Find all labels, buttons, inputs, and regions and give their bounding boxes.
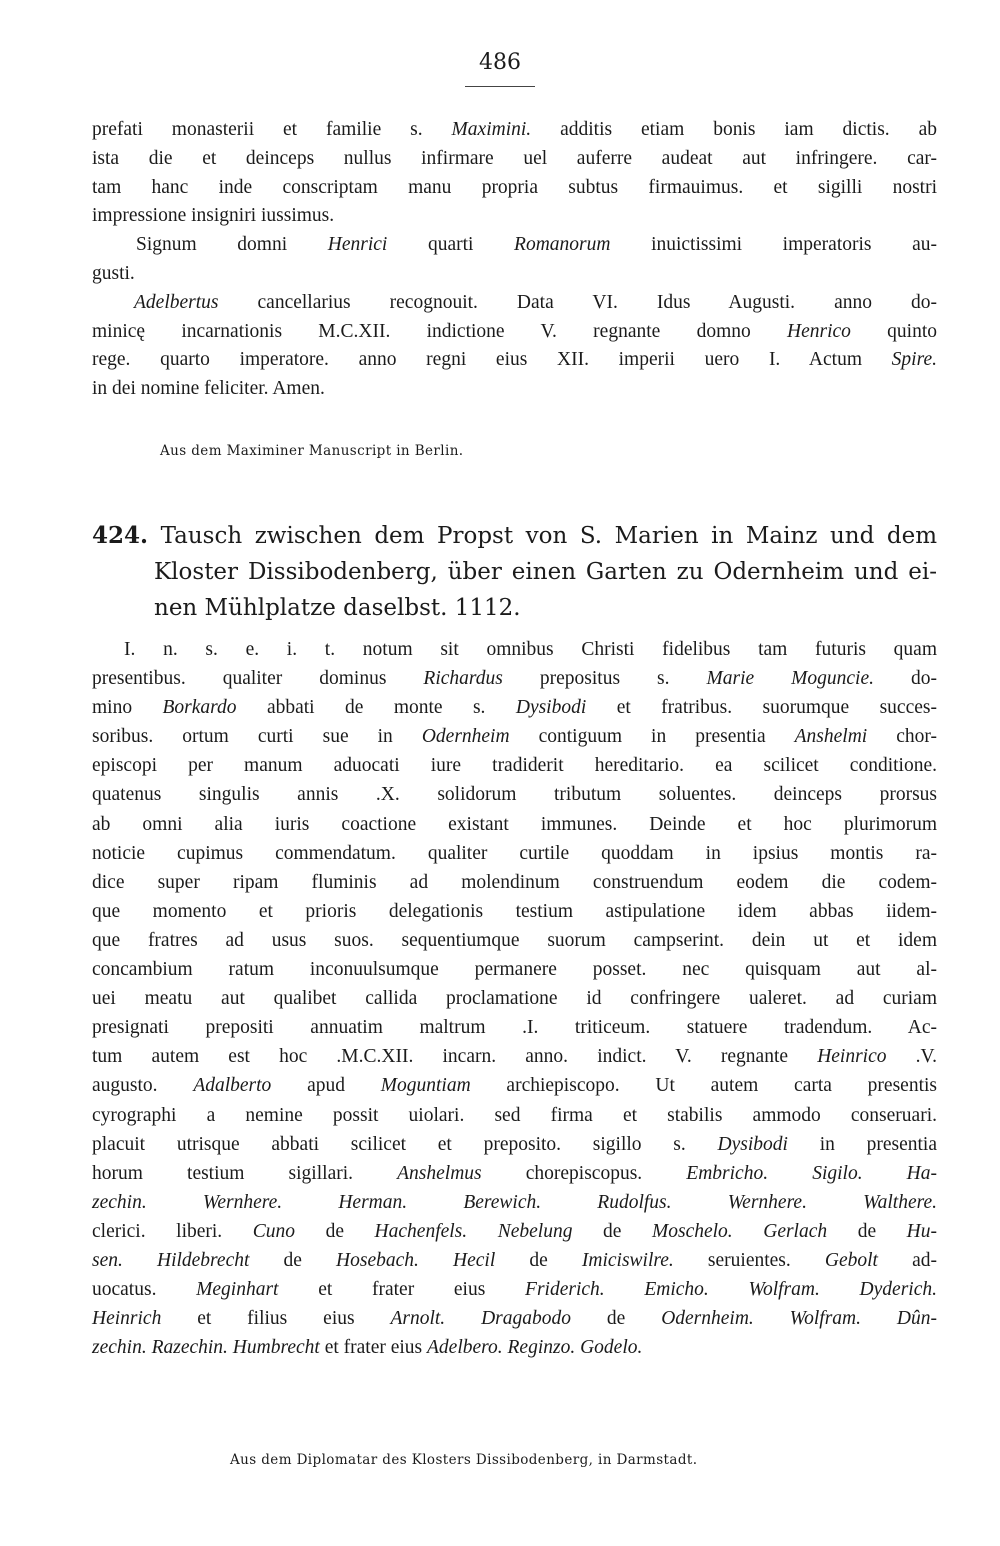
italic-name-run: Anshelmi	[794, 726, 868, 748]
text-line	[92, 231, 937, 260]
text-run: inuictissimi imperatoris au-	[610, 234, 937, 256]
text-line	[92, 1304, 937, 1333]
italic-name-run: Heinrich	[92, 1308, 162, 1330]
italic-name-run: Hachenfels. Nebelung	[374, 1220, 573, 1242]
text-run: et fratribus. suorumque succes-	[586, 697, 937, 719]
text-run: cancellarius recognouit. Data VI. Idus Augusti. anno do-	[218, 291, 937, 313]
text-run: impressione insigniri iussimus.	[92, 205, 335, 227]
heading-title-line-2: Kloster Dissibodenberg, über einen Garten zu Odernheim und ei-	[154, 559, 937, 585]
text-run: prefati monasterii et familie s.	[92, 119, 452, 140]
text-line	[92, 868, 937, 897]
text-run: in presentia	[787, 1133, 937, 1155]
text-line	[92, 174, 937, 203]
text-line	[92, 780, 937, 809]
text-run: presentibus. qualiter dominus	[92, 668, 424, 690]
charter-text	[92, 635, 937, 1362]
text-line	[92, 1013, 937, 1042]
italic-name-run: Adalberto	[193, 1075, 272, 1097]
text-run: et frater eius	[278, 1279, 526, 1301]
italic-name-run: Dysibodi	[515, 697, 587, 719]
text-run: mino	[92, 697, 163, 719]
text-line	[92, 810, 937, 839]
source-note-diplomatar: Aus dem Diplomatar des Klosters Dissibodenberg, in Darmstadt.	[230, 1452, 698, 1468]
italic-name-run: Henrico	[787, 320, 851, 342]
text-run: abbati de monte s.	[236, 697, 516, 719]
source-note-maximiner: Aus dem Maximiner Manuscript in Berlin.	[160, 443, 464, 459]
text-run: do-	[874, 668, 937, 690]
text-line	[92, 346, 937, 375]
text-line	[92, 1071, 937, 1100]
text-run: presignati prepositi annuatim maltrum .I. triticeum. statuere tradendum. Ac-	[92, 1017, 937, 1039]
text-line	[92, 1130, 937, 1159]
text-line	[92, 1159, 937, 1188]
text-run: que momento et prioris delegationis testium astipulatione idem abbas iidem-	[92, 900, 937, 922]
text-run: quarti	[387, 234, 515, 256]
text-line	[92, 375, 937, 404]
text-run: horum testium sigillari.	[92, 1162, 398, 1184]
italic-name-run: zechin. Razechin. Humbrecht	[92, 1337, 320, 1359]
italic-name-run: Maximini.	[451, 119, 532, 140]
italic-name-run: Heinrico	[817, 1046, 887, 1068]
text-run: que fratres ad usus suos. sequentiumque suorum campserint. dein ut et idem	[92, 929, 937, 951]
text-line	[92, 1246, 937, 1275]
text-run: .V.	[886, 1046, 937, 1068]
text-line	[92, 289, 937, 318]
text-run: et filius eius	[161, 1308, 391, 1330]
italic-name-run: Cuno	[252, 1220, 296, 1242]
italic-name-run: Odernheim	[421, 726, 510, 748]
text-line	[92, 260, 937, 289]
text-run: placuit utrisque abbati scilicet et preposito. sigillo s.	[92, 1133, 718, 1155]
text-line	[92, 145, 937, 174]
document-heading	[92, 518, 937, 626]
text-line	[92, 1101, 937, 1130]
heading-title-line-3: nen Mühlplatze daselbst. 1112.	[154, 595, 521, 621]
italic-name-run: zechin. Wernhere. Herman. Berewich. Rudolfus. Wernhere. Walthere.	[92, 1191, 937, 1213]
text-line	[92, 664, 937, 693]
italic-name-run: Hu-	[906, 1220, 937, 1242]
text-run: quinto	[850, 320, 937, 342]
italic-name-run: Hosebach. Hecil	[336, 1249, 496, 1271]
text-line	[92, 116, 937, 145]
text-run: de	[295, 1220, 375, 1242]
italic-name-run: Meginhart	[196, 1279, 279, 1301]
text-line	[92, 1217, 937, 1246]
text-run: I. n. s. e. i. t. notum sit omnibus Christi fidelibus tam futuris quam	[124, 639, 937, 660]
previous-charter-ending	[92, 116, 937, 404]
text-line	[92, 955, 937, 984]
italic-name-run: Romanorum	[514, 234, 611, 256]
italic-name-run: Marie Moguncie.	[706, 668, 874, 690]
text-run: chor-	[867, 726, 937, 748]
italic-name-run: Borkardo	[162, 697, 237, 719]
text-line	[92, 693, 937, 722]
page-number: 486	[479, 50, 521, 75]
text-run: noticie cupimus commendatum. qualiter curtile quoddam in ipsius montis ra-	[92, 842, 937, 864]
text-run: rege. quarto imperatore. anno regni eius XII. imperii uero I. Actum	[92, 349, 892, 371]
italic-name-run: Dysibodi	[717, 1133, 788, 1155]
text-run: uocatus.	[92, 1279, 197, 1301]
italic-name-run: Spire.	[891, 349, 937, 371]
text-run: quatenus singulis annis .X. solidorum tributum soluentes. deinceps prorsus	[92, 784, 937, 806]
italic-name-run: Anshelmus	[397, 1162, 482, 1184]
text-run: de	[827, 1220, 907, 1242]
italic-name-run: Moguntiam	[380, 1075, 471, 1097]
text-run: augusto.	[92, 1075, 194, 1097]
italic-name-run: Odernheim. Wolfram. Dûn-	[661, 1308, 937, 1330]
text-run: de	[495, 1249, 582, 1271]
italic-name-run: Adelbero. Reginzo. Godelo.	[427, 1337, 643, 1359]
text-line	[92, 1275, 937, 1304]
text-run: tum autem est hoc .M.C.XII. incarn. anno. indict. V. regnante	[92, 1046, 818, 1068]
text-line	[92, 1333, 937, 1362]
text-run: ista die et deinceps nullus infirmare uel auferre audeat aut infringere. car-	[92, 147, 937, 169]
text-run: prepositus s.	[502, 668, 707, 690]
text-run: contiguum in presentia	[509, 726, 795, 748]
heading-line-1	[92, 518, 937, 554]
text-run: de	[249, 1249, 337, 1271]
text-run: de	[571, 1308, 662, 1330]
text-run: soribus. ortum curti sue in	[92, 726, 422, 748]
text-line	[92, 1042, 937, 1071]
text-run: in dei nomine feliciter. Amen.	[92, 378, 325, 400]
italic-name-run: Arnolt. Dragabodo	[390, 1308, 571, 1330]
text-run: seruientes.	[673, 1249, 825, 1271]
text-line	[92, 984, 937, 1013]
heading-title-line-1: Tausch zwischen dem Propst von S. Marien in Mainz und dem	[160, 523, 938, 549]
text-run: minicę incarnationis M.C.XII. indictione V. regnante domno	[92, 320, 787, 342]
italic-name-run: Imiciswilre.	[581, 1249, 674, 1271]
text-run: uei meatu aut qualibet callida proclamatione id confringere ualeret. ad curiam	[92, 988, 937, 1010]
italic-name-run: Friderich. Emicho. Wolfram. Dyderich.	[525, 1279, 937, 1301]
document-number: 424.	[92, 522, 149, 549]
text-run: additis etiam bonis iam dictis. ab	[531, 119, 937, 140]
text-line	[92, 318, 937, 347]
text-line	[92, 722, 937, 751]
text-run: gusti.	[92, 262, 135, 284]
italic-name-run: Adelbertus	[134, 291, 219, 313]
text-line	[92, 1188, 937, 1217]
italic-name-run: sen. Hildebrecht	[92, 1249, 250, 1271]
text-run: Signum domni	[136, 234, 328, 256]
italic-name-run: Henrici	[327, 234, 388, 256]
italic-name-run: Gebolt	[824, 1249, 878, 1271]
italic-name-run: Embricho. Sigilo. Ha-	[686, 1162, 938, 1184]
text-line	[92, 751, 937, 780]
text-line	[92, 897, 937, 926]
text-run: chorepiscopus.	[481, 1162, 687, 1184]
text-run: archiepiscopo. Ut autem carta presentis	[470, 1075, 937, 1097]
text-run: de	[572, 1220, 652, 1242]
page-number-rule	[465, 86, 535, 87]
text-run: ab omni alia iuris coactione existant immunes. Deinde et hoc plurimorum	[92, 813, 937, 835]
text-line	[92, 839, 937, 868]
text-run: ad-	[877, 1249, 937, 1271]
text-run: dice super ripam fluminis ad molendinum construendum eodem die codem-	[92, 871, 937, 893]
text-run: cyrographi a nemine possit uiolari. sed firma et stabilis ammodo conseruari.	[92, 1104, 937, 1126]
text-run: apud	[271, 1075, 381, 1097]
text-run: tam hanc inde conscriptam manu propria subtus firmauimus. et sigilli nostri	[92, 176, 937, 198]
text-run: episcopi per manum aduocati iure tradiderit hereditario. ea scilicet conditione.	[92, 755, 937, 777]
text-run: et frater eius	[319, 1337, 428, 1359]
text-line	[92, 202, 937, 231]
italic-name-run: Moschelo. Gerlach	[651, 1220, 828, 1242]
italic-name-run: Richardus	[423, 668, 503, 690]
text-line	[92, 926, 937, 955]
text-line	[92, 635, 937, 664]
text-run: clerici. liberi.	[92, 1220, 253, 1242]
text-run: concambium ratum inconuulsumque permanere posset. nec quisquam aut al-	[92, 959, 937, 981]
